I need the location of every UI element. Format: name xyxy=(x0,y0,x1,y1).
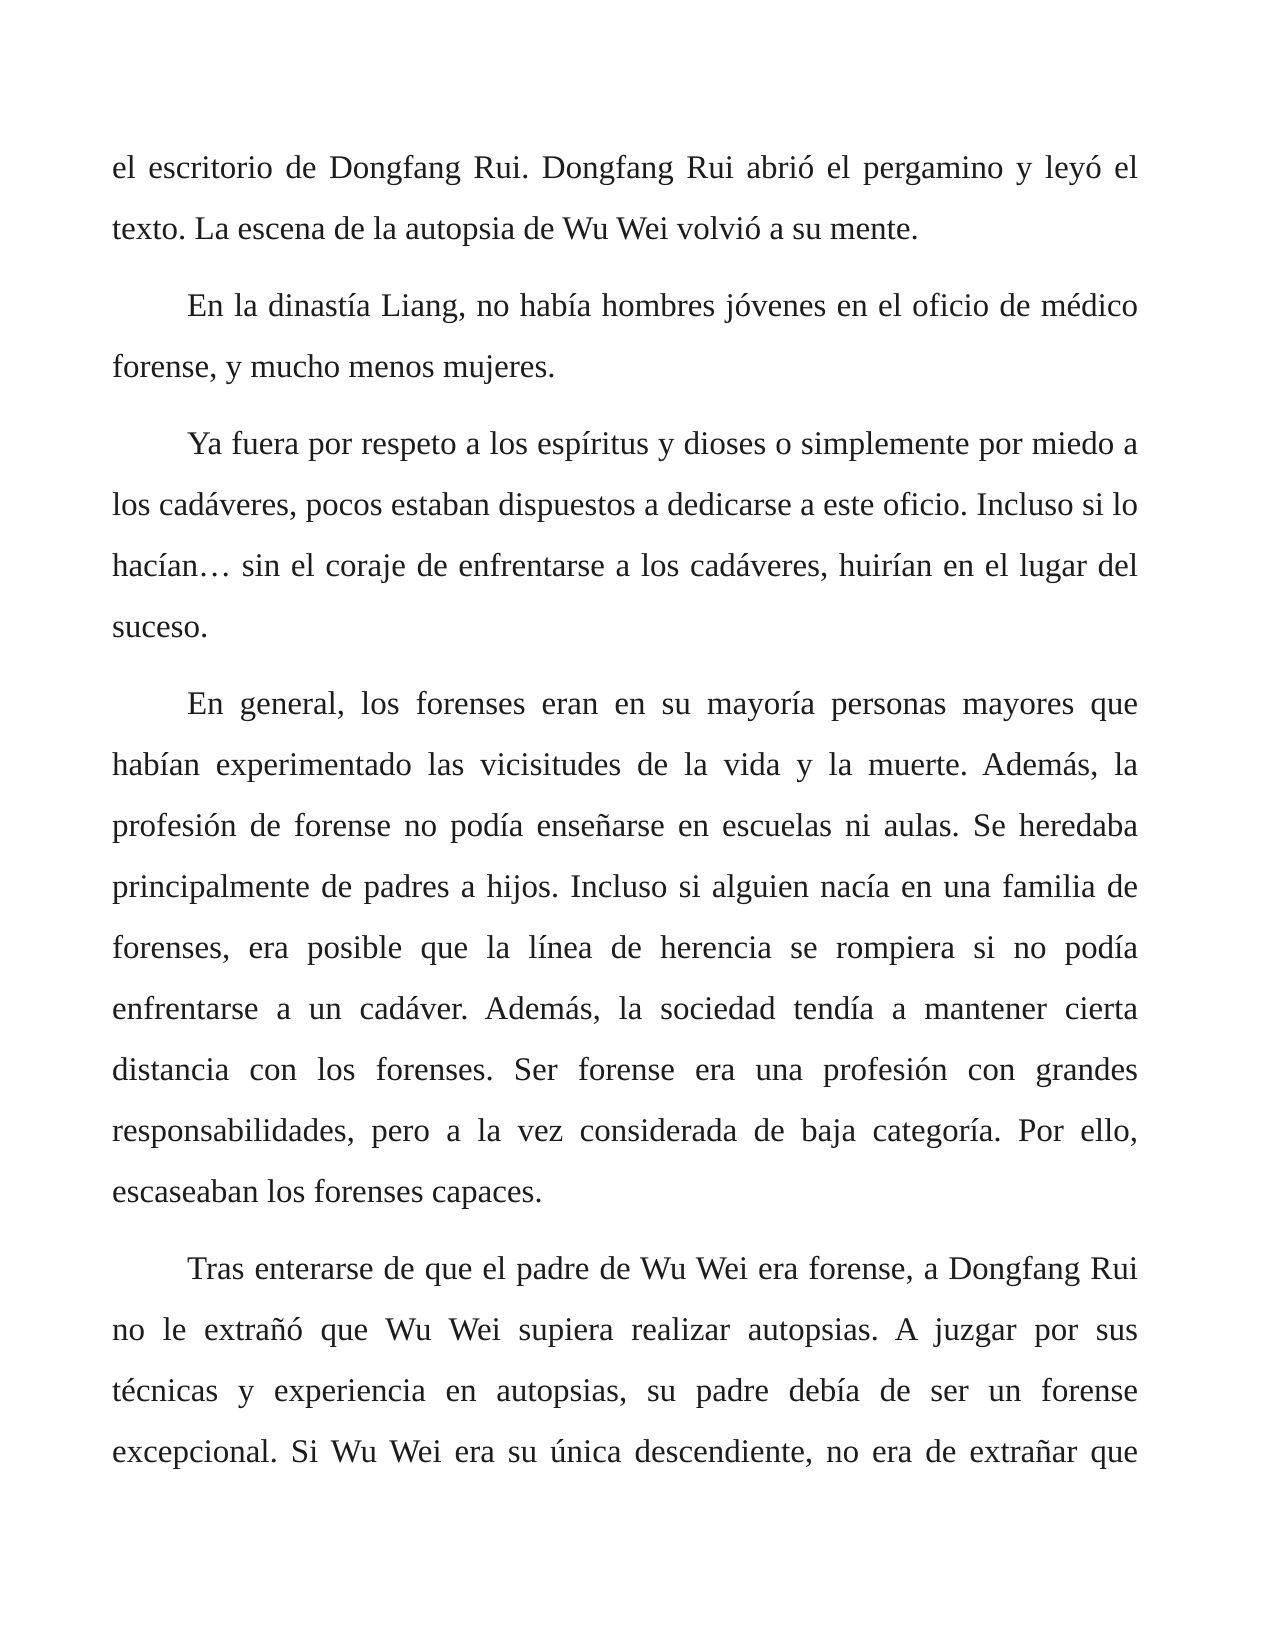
document-page xyxy=(112,138,1138,1483)
paragraph-4: En general, los forenses eran en su mayoría personas mayores que habían experimentado las vicisitudes de la vida y la muerte. Además, la profesión de forense no podía enseñarse en escuelas ni aulas. Se heredaba principalmente de padres a hijos. Incluso si alguien nacía en una familia de forenses, era posible que la línea de herencia se rompiera si no podía enfrentarse a un cadáver. Además, la sociedad tendía a mantener cierta distancia con los forenses. Ser forense era una profesión con grandes responsabilidades, pero a la vez considerada de baja categoría. Por ello, escaseaban los forenses capaces. xyxy=(112,686,1138,1210)
paragraph-1: el escritorio de Dongfang Rui. Dongfang Rui abrió el pergamino y leyó el texto. La escena de la autopsia de Wu Wei volvió a su mente. xyxy=(112,150,1138,247)
paragraph-3: Ya fuera por respeto a los espíritus y dioses o simplemente por miedo a los cadáveres, pocos estaban dispuestos a dedicarse a este oficio. Incluso si lo hacían… sin el coraje de enfrentarse a los cadáveres, huirían en el lugar del suceso. xyxy=(112,426,1138,645)
paragraph-5: Tras enterarse de que el padre de Wu Wei era forense, a Dongfang Rui no le extrañó que Wu Wei supiera realizar autopsias. A juzgar por sus técnicas y experiencia en autopsias, su padre debía de ser un forense excepcional. Si Wu Wei era su única descendiente, no era de extrañar que xyxy=(112,1251,1138,1470)
paragraph-2: En la dinastía Liang, no había hombres jóvenes en el oficio de médico forense, y mucho menos mujeres. xyxy=(112,288,1138,385)
